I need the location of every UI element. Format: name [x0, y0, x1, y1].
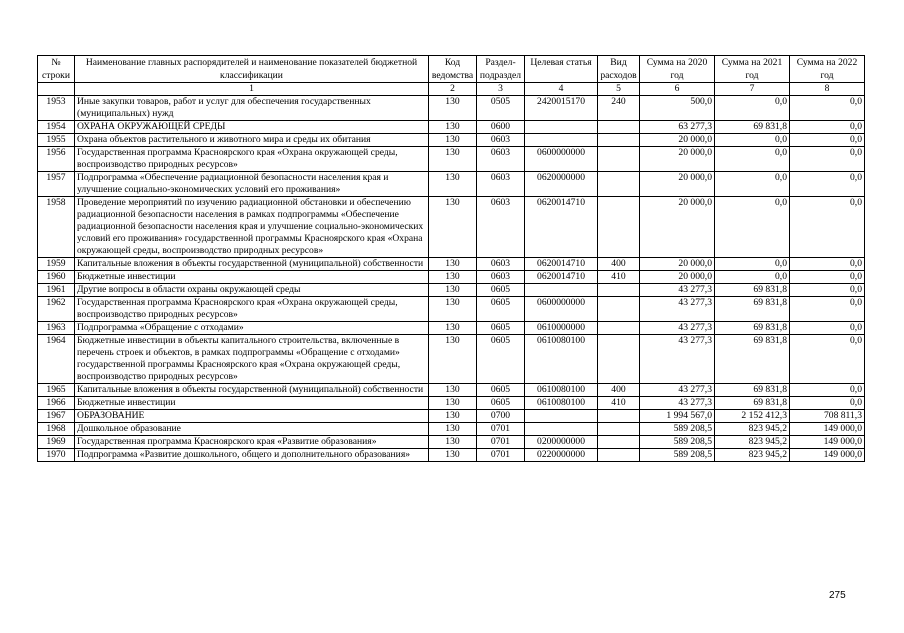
section-cell: 0701 — [477, 423, 525, 436]
exp-type-cell — [598, 197, 640, 258]
sum-2022-cell: 149 000,0 — [790, 436, 865, 449]
row-number-cell: 1955 — [38, 134, 75, 147]
target-cell: 2420015170 — [525, 96, 598, 121]
sum-2021-cell: 2 152 412,3 — [715, 410, 790, 423]
sum-2021-cell: 823 945,2 — [715, 423, 790, 436]
section-cell: 0603 — [477, 271, 525, 284]
sum-2022-cell: 0,0 — [790, 147, 865, 172]
sum-2022-cell: 0,0 — [790, 121, 865, 134]
column-number-row — [38, 83, 865, 96]
header-sum-2020: Сумма на 2020 год — [640, 56, 715, 83]
dept-code-cell: 130 — [429, 410, 477, 423]
target-cell: 0620014710 — [525, 197, 598, 258]
header-row — [38, 56, 865, 83]
row-number-cell: 1965 — [38, 384, 75, 397]
column-number: 4 — [525, 83, 598, 96]
header-sum-2021: Сумма на 2021 год — [715, 56, 790, 83]
exp-type-cell: 410 — [598, 397, 640, 410]
dept-code-cell: 130 — [429, 172, 477, 197]
sum-2020-cell: 43 277,3 — [640, 284, 715, 297]
sum-2022-cell: 0,0 — [790, 322, 865, 335]
dept-code-cell: 130 — [429, 284, 477, 297]
table-row — [38, 197, 865, 258]
row-number-cell: 1967 — [38, 410, 75, 423]
row-number-cell: 1960 — [38, 271, 75, 284]
target-cell — [525, 410, 598, 423]
table-row — [38, 410, 865, 423]
section-cell: 0701 — [477, 436, 525, 449]
target-cell: 0610080100 — [525, 384, 598, 397]
column-number: 2 — [429, 83, 477, 96]
sum-2022-cell: 0,0 — [790, 134, 865, 147]
sum-2021-cell: 0,0 — [715, 96, 790, 121]
sum-2022-cell: 0,0 — [790, 284, 865, 297]
exp-type-cell: 240 — [598, 96, 640, 121]
header-sum-2022: Сумма на 2022 год — [790, 56, 865, 83]
table-row — [38, 384, 865, 397]
row-number-cell: 1961 — [38, 284, 75, 297]
column-number: 8 — [790, 83, 865, 96]
sum-2020-cell: 20 000,0 — [640, 134, 715, 147]
section-cell: 0605 — [477, 284, 525, 297]
section-cell: 0505 — [477, 96, 525, 121]
header-section: Раздел-подраздел — [477, 56, 525, 83]
dept-code-cell: 130 — [429, 271, 477, 284]
sum-2021-cell: 0,0 — [715, 271, 790, 284]
sum-2020-cell: 63 277,3 — [640, 121, 715, 134]
exp-type-cell: 400 — [598, 384, 640, 397]
table-row — [38, 335, 865, 384]
name-cell: Дошкольное образование — [75, 423, 429, 436]
target-cell: 0620014710 — [525, 258, 598, 271]
target-cell: 0620014710 — [525, 271, 598, 284]
exp-type-cell — [598, 449, 640, 462]
section-cell: 0603 — [477, 172, 525, 197]
table-row — [38, 96, 865, 121]
sum-2020-cell: 589 208,5 — [640, 449, 715, 462]
sum-2021-cell: 69 831,8 — [715, 384, 790, 397]
name-cell: Охрана объектов растительного и животного мира и среды их обитания — [75, 134, 429, 147]
section-cell: 0605 — [477, 397, 525, 410]
exp-type-cell — [598, 423, 640, 436]
row-number-cell: 1953 — [38, 96, 75, 121]
section-cell: 0701 — [477, 449, 525, 462]
exp-type-cell — [598, 134, 640, 147]
column-number: 7 — [715, 83, 790, 96]
dept-code-cell: 130 — [429, 436, 477, 449]
sum-2020-cell: 43 277,3 — [640, 335, 715, 384]
column-number: 1 — [75, 83, 429, 96]
row-number-cell: 1969 — [38, 436, 75, 449]
sum-2021-cell: 69 831,8 — [715, 297, 790, 322]
sum-2022-cell: 0,0 — [790, 297, 865, 322]
dept-code-cell: 130 — [429, 258, 477, 271]
table-row — [38, 436, 865, 449]
sum-2021-cell: 69 831,8 — [715, 397, 790, 410]
dept-code-cell: 130 — [429, 147, 477, 172]
table-row — [38, 121, 865, 134]
section-cell: 0600 — [477, 121, 525, 134]
sum-2020-cell: 20 000,0 — [640, 147, 715, 172]
row-number-cell: 1968 — [38, 423, 75, 436]
sum-2021-cell: 0,0 — [715, 197, 790, 258]
column-number: 5 — [598, 83, 640, 96]
sum-2021-cell: 0,0 — [715, 134, 790, 147]
dept-code-cell: 130 — [429, 397, 477, 410]
sum-2020-cell: 500,0 — [640, 96, 715, 121]
sum-2020-cell: 43 277,3 — [640, 322, 715, 335]
section-cell: 0700 — [477, 410, 525, 423]
exp-type-cell — [598, 436, 640, 449]
target-cell: 0220000000 — [525, 449, 598, 462]
name-cell: ОБРАЗОВАНИЕ — [75, 410, 429, 423]
target-cell: 0620000000 — [525, 172, 598, 197]
target-cell: 0200000000 — [525, 436, 598, 449]
name-cell: Подпрограмма «Развитие дошкольного, общего и дополнительного образования» — [75, 449, 429, 462]
target-cell — [525, 134, 598, 147]
table-row — [38, 284, 865, 297]
dept-code-cell: 130 — [429, 322, 477, 335]
sum-2021-cell: 0,0 — [715, 172, 790, 197]
sum-2022-cell: 0,0 — [790, 397, 865, 410]
section-cell: 0605 — [477, 335, 525, 384]
sum-2022-cell: 149 000,0 — [790, 423, 865, 436]
row-number-cell: 1956 — [38, 147, 75, 172]
section-cell: 0605 — [477, 322, 525, 335]
exp-type-cell — [598, 284, 640, 297]
page-number: 275 — [829, 590, 846, 601]
sum-2020-cell: 589 208,5 — [640, 436, 715, 449]
exp-type-cell — [598, 335, 640, 384]
section-cell: 0603 — [477, 258, 525, 271]
table-row — [38, 397, 865, 410]
name-cell: Капитальные вложения в объекты государственной (муниципальной) собственности — [75, 384, 429, 397]
sum-2021-cell: 69 831,8 — [715, 335, 790, 384]
budget-table — [37, 55, 865, 462]
exp-type-cell — [598, 297, 640, 322]
header-exp-type: Вид расходов — [598, 56, 640, 83]
name-cell: Государственная программа Красноярского края «Развитие образования» — [75, 436, 429, 449]
target-cell: 0610080100 — [525, 335, 598, 384]
sum-2022-cell: 0,0 — [790, 96, 865, 121]
column-number — [38, 83, 75, 96]
table-row — [38, 134, 865, 147]
sum-2020-cell: 43 277,3 — [640, 397, 715, 410]
section-cell: 0605 — [477, 384, 525, 397]
row-number-cell: 1970 — [38, 449, 75, 462]
sum-2021-cell: 69 831,8 — [715, 121, 790, 134]
sum-2021-cell: 823 945,2 — [715, 449, 790, 462]
table-row — [38, 297, 865, 322]
target-cell: 0610000000 — [525, 322, 598, 335]
section-cell: 0605 — [477, 297, 525, 322]
target-cell — [525, 121, 598, 134]
table-row — [38, 449, 865, 462]
row-number-cell: 1959 — [38, 258, 75, 271]
sum-2022-cell: 0,0 — [790, 258, 865, 271]
name-cell: ОХРАНА ОКРУЖАЮЩЕЙ СРЕДЫ — [75, 121, 429, 134]
sum-2021-cell: 69 831,8 — [715, 322, 790, 335]
target-cell — [525, 284, 598, 297]
column-number: 6 — [640, 83, 715, 96]
sum-2021-cell: 0,0 — [715, 258, 790, 271]
dept-code-cell: 130 — [429, 297, 477, 322]
exp-type-cell — [598, 322, 640, 335]
row-number-cell: 1958 — [38, 197, 75, 258]
sum-2020-cell: 20 000,0 — [640, 197, 715, 258]
sum-2022-cell: 149 000,0 — [790, 449, 865, 462]
name-cell: Бюджетные инвестиции в объекты капитального строительства, включенные в перечень строек и объектов, в рамках подпрограммы «Обращение с отходами» государственной программы Красноярского края «Охрана окружающей среды, воспроизводство природных ресурсов» — [75, 335, 429, 384]
exp-type-cell — [598, 147, 640, 172]
sum-2022-cell: 0,0 — [790, 197, 865, 258]
name-cell: Государственная программа Красноярского края «Охрана окружающей среды, воспроизводство природных ресурсов» — [75, 297, 429, 322]
target-cell: 0610080100 — [525, 397, 598, 410]
target-cell: 0600000000 — [525, 297, 598, 322]
dept-code-cell: 130 — [429, 96, 477, 121]
dept-code-cell: 130 — [429, 423, 477, 436]
name-cell: Подпрограмма «Обращение с отходами» — [75, 322, 429, 335]
exp-type-cell — [598, 121, 640, 134]
name-cell: Бюджетные инвестиции — [75, 271, 429, 284]
row-number-cell: 1963 — [38, 322, 75, 335]
name-cell: Капитальные вложения в объекты государственной (муниципальной) собственности — [75, 258, 429, 271]
target-cell — [525, 423, 598, 436]
row-number-cell: 1957 — [38, 172, 75, 197]
sum-2022-cell: 0,0 — [790, 384, 865, 397]
sum-2021-cell: 69 831,8 — [715, 284, 790, 297]
row-number-cell: 1964 — [38, 335, 75, 384]
table-row — [38, 322, 865, 335]
column-number: 3 — [477, 83, 525, 96]
sum-2020-cell: 43 277,3 — [640, 384, 715, 397]
section-cell: 0603 — [477, 197, 525, 258]
table-body — [38, 96, 865, 462]
row-number-cell: 1966 — [38, 397, 75, 410]
sum-2021-cell: 823 945,2 — [715, 436, 790, 449]
sum-2020-cell: 20 000,0 — [640, 258, 715, 271]
sum-2020-cell: 20 000,0 — [640, 271, 715, 284]
exp-type-cell: 400 — [598, 258, 640, 271]
name-cell: Иные закупки товаров, работ и услуг для обеспечения государственных (муниципальных) нужд — [75, 96, 429, 121]
sum-2022-cell: 0,0 — [790, 271, 865, 284]
name-cell: Бюджетные инвестиции — [75, 397, 429, 410]
row-number-cell: 1962 — [38, 297, 75, 322]
exp-type-cell — [598, 172, 640, 197]
header-target: Целевая статья — [525, 56, 598, 83]
name-cell: Государственная программа Красноярского края «Охрана окружающей среды, воспроизводство природных ресурсов» — [75, 147, 429, 172]
name-cell: Проведение мероприятий по изучению радиационной обстановки и обеспечению радиационной безопасности населения в рамках подпрограммы «Обеспечение радиационной безопасности населения края и улучшение социально-экономических условий его проживания» государственной программы Красноярского края «Охрана окружающей среды, воспроизводство природных ресурсов» — [75, 197, 429, 258]
sum-2020-cell: 43 277,3 — [640, 297, 715, 322]
dept-code-cell: 130 — [429, 449, 477, 462]
exp-type-cell: 410 — [598, 271, 640, 284]
dept-code-cell: 130 — [429, 384, 477, 397]
sum-2021-cell: 0,0 — [715, 147, 790, 172]
sum-2022-cell: 0,0 — [790, 335, 865, 384]
dept-code-cell: 130 — [429, 335, 477, 384]
section-cell: 0603 — [477, 147, 525, 172]
row-number-cell: 1954 — [38, 121, 75, 134]
header-dept-code: Код ведомства — [429, 56, 477, 83]
table-row — [38, 271, 865, 284]
dept-code-cell: 130 — [429, 197, 477, 258]
table-row — [38, 423, 865, 436]
name-cell: Подпрограмма «Обеспечение радиационной безопасности населения края и улучшение социально-экономических условий его проживания» — [75, 172, 429, 197]
table-row — [38, 172, 865, 197]
exp-type-cell — [598, 410, 640, 423]
header-row-no: № строки — [38, 56, 75, 83]
sum-2022-cell: 708 811,3 — [790, 410, 865, 423]
section-cell: 0603 — [477, 134, 525, 147]
sum-2020-cell: 1 994 567,0 — [640, 410, 715, 423]
dept-code-cell: 130 — [429, 121, 477, 134]
name-cell: Другие вопросы в области охраны окружающей среды — [75, 284, 429, 297]
sum-2020-cell: 20 000,0 — [640, 172, 715, 197]
table-row — [38, 258, 865, 271]
header-name: Наименование главных распорядителей и наименование показателей бюджетной классификации — [75, 56, 429, 83]
target-cell: 0600000000 — [525, 147, 598, 172]
sum-2020-cell: 589 208,5 — [640, 423, 715, 436]
dept-code-cell: 130 — [429, 134, 477, 147]
table-row — [38, 147, 865, 172]
sum-2022-cell: 0,0 — [790, 172, 865, 197]
